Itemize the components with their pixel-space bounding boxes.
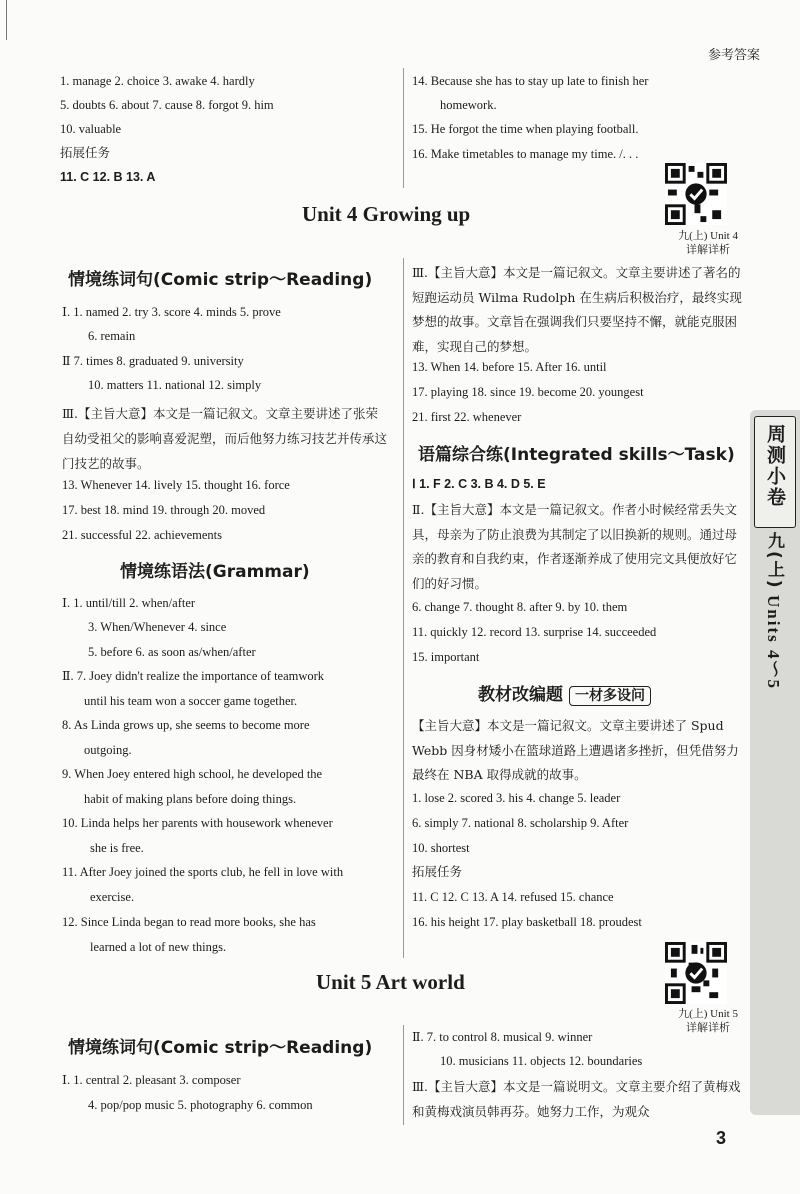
unit4-integrated-answers-2: 11. quickly 12. record 13. surprise 14. succeeded — [412, 625, 657, 639]
unit4-right-answers-2: 17. playing 18. since 19. become 20. youngest — [412, 385, 644, 399]
unit4-grammar-s8-a: 8. As Linda grows up, she seems to become more — [62, 718, 310, 732]
unit4-reading-iii-summary: Ⅲ.【主旨大意】本文是一篇记叙文。文章主要讲述了张荣自幼受祖父的影响喜爱泥塑，而后他努力练习技艺并传承这门技艺的故事。 — [62, 406, 388, 471]
unit5-right-ii-line-1: Ⅱ. 7. to control 8. musical 9. winner — [412, 1030, 593, 1044]
unit4-textbook-heading-text: 教材改编题 — [478, 685, 563, 705]
unit4-textbook-answers-3: 10. shortest — [412, 841, 470, 855]
unit4-qr-caption-2: 详解详析 — [686, 244, 730, 256]
unit4-grammar-i-line-3: 5. before 6. as soon as/when/after — [88, 645, 256, 659]
unit4-grammar-s7-b: until his team won a soccer game together. — [84, 694, 298, 708]
unit4-title: Unit 4 Growing up — [302, 202, 471, 226]
unit4-reading-ii-line-2: 10. matters 11. national 12. simply — [88, 378, 262, 392]
unit4-grammar-s10-b: she is free. — [90, 841, 144, 855]
unit4-right-iii-summary: Ⅲ.【主旨大意】本文是一篇记叙文。文章主要讲述了著名的短跑运动员 Wilma Rudolph 在生病后积极治疗，最终实现梦想的故事。文章旨在强调我们只要坚持不懈，就能克服困难，实现自己的梦想。 — [412, 265, 742, 354]
unit5-qr-code-icon[interactable] — [665, 942, 727, 1004]
unit4-integrated-i: Ⅰ 1. F 2. C 3. B 4. D 5. E — [412, 477, 546, 491]
unit4-grammar-s11-b: exercise. — [90, 890, 135, 904]
unit4-textbook-extension-label: 拓展任务 — [412, 864, 463, 879]
unit4-grammar-s9-b: habit of making plans before doing things. — [84, 792, 297, 806]
unit4-qr-caption-1: 九(上) Unit 4 — [678, 230, 738, 242]
unit4-grammar-heading: 情境练语法(Grammar) — [120, 562, 310, 582]
unit5-reading-heading: 情境练词句(Comic strip～Reading) — [68, 1038, 373, 1058]
unit5-reading-i-line-2: 4. pop/pop music 5. photography 6. common — [88, 1098, 313, 1112]
side-tab-grade: 九(上) — [764, 532, 784, 590]
unit5-reading-i-line-1: Ⅰ. 1. central 2. pleasant 3. composer — [62, 1073, 241, 1087]
unit5-right-ii-line-2: 10. musicians 11. objects 12. boundaries — [440, 1054, 643, 1068]
side-tab-title: 周测小卷 — [764, 424, 786, 508]
top-right-line-1b: homework. — [440, 98, 497, 112]
unit4-textbook-answers-2: 6. simply 7. national 8. scholarship 9. After — [412, 816, 629, 830]
unit4-right-answers-1: 13. When 14. before 15. After 16. until — [412, 360, 607, 374]
top-right-line-3: 16. Make timetables to manage my time. /. . . — [412, 147, 639, 161]
header-ref-answers: 参考答案 — [707, 48, 760, 63]
top-right-line-1: 14. Because she has to stay up late to finish her — [412, 74, 649, 88]
unit4-grammar-s12-b: learned a lot of new things. — [90, 940, 227, 954]
unit4-textbook-answers-1: 1. lose 2. scored 3. his 4. change 5. leader — [412, 791, 621, 805]
unit5-title: Unit 5 Art world — [316, 970, 465, 994]
unit4-grammar-s9-a: 9. When Joey entered high school, he developed the — [62, 767, 323, 781]
unit4-integrated-ii-summary: Ⅱ.【主旨大意】本文是一篇记叙文。作者小时候经常丢失文具，母亲为了防止浪费为其制定了以旧换新的规则。通过母亲的教育和自我约束，作者逐渐养成了使用完文具便放好它们的好习惯。 — [412, 502, 738, 591]
page-number: 3 — [716, 1128, 727, 1148]
unit4-grammar-s12-a: 12. Since Linda began to read more books, she has — [62, 915, 316, 929]
column-divider-top — [403, 68, 404, 188]
top-left-line-4: 11. C 12. B 13. A — [60, 170, 156, 184]
unit4-integrated-answers-3: 15. important — [412, 650, 480, 664]
unit5-qr-caption-1: 九(上) Unit 5 — [678, 1008, 738, 1020]
top-left-line-3: 10. valuable — [60, 122, 122, 136]
side-tab-units: Units 4～5 — [764, 595, 783, 690]
unit4-integrated-answers-1: 6. change 7. thought 8. after 9. by 10. them — [412, 600, 628, 614]
column-divider-bottom — [403, 1025, 404, 1125]
unit4-reading-answers-1: 13. Whenever 14. lively 15. thought 16. force — [62, 478, 290, 492]
unit4-grammar-i-line-2: 3. When/Whenever 4. since — [88, 620, 227, 634]
unit4-qr-code-icon[interactable] — [665, 163, 727, 225]
unit4-right-answers-3: 21. first 22. whenever — [412, 410, 522, 424]
unit4-grammar-s10-a: 10. Linda helps her parents with housework whenever — [62, 816, 333, 830]
unit4-textbook-summary: 【主旨大意】本文是一篇记叙文。文章主要讲述了 Spud Webb 因身材矮小在篮球道路上遭遇诸多挫折，但凭借努力最终在 NBA 取得成就的故事。 — [412, 718, 739, 782]
top-right-line-2: 15. He forgot the time when playing football. — [412, 122, 639, 136]
unit4-textbook-heading — [478, 680, 651, 706]
unit4-textbook-badge: 一材多设问 — [569, 686, 651, 706]
unit4-reading-i-line-2: 6. remain — [88, 329, 136, 343]
unit4-textbook-answers-5: 16. his height 17. play basketball 18. proudest — [412, 915, 642, 929]
unit5-right-iii-summary: Ⅲ.【主旨大意】本文是一篇说明文。文章主要介绍了黄梅戏和黄梅戏演员韩再芬。她努力工作，为观众 — [412, 1079, 741, 1119]
top-left-line-1: 1. manage 2. choice 3. awake 4. hardly — [60, 74, 255, 88]
page-edge-line — [6, 0, 7, 40]
unit5-qr-caption-2: 详解详析 — [686, 1022, 730, 1034]
unit4-reading-answers-2: 17. best 18. mind 19. through 20. moved — [62, 503, 266, 517]
top-left-extension-label: 拓展任务 — [60, 145, 111, 160]
unit4-textbook-answers-4: 11. C 12. C 13. A 14. refused 15. chance — [412, 890, 614, 904]
unit4-grammar-s11-a: 11. After Joey joined the sports club, he fell in love with — [62, 865, 344, 879]
unit4-grammar-i-line-1: Ⅰ. 1. until/till 2. when/after — [62, 596, 196, 610]
unit4-reading-heading: 情境练词句(Comic strip～Reading) — [68, 270, 373, 290]
top-left-line-2: 5. doubts 6. about 7. cause 8. forgot 9. him — [60, 98, 274, 112]
unit4-reading-i-line-1: Ⅰ. 1. named 2. try 3. score 4. minds 5. prove — [62, 305, 281, 319]
unit4-grammar-s7-a: Ⅱ. 7. Joey didn't realize the importance of teamwork — [62, 669, 325, 683]
unit4-integrated-heading: 语篇综合练(Integrated skills～Task) — [418, 445, 735, 465]
unit4-reading-answers-3: 21. successful 22. achievements — [62, 528, 223, 542]
column-divider-mid — [403, 258, 404, 958]
unit4-reading-ii-line-1: Ⅱ 7. times 8. graduated 9. university — [62, 354, 244, 368]
unit4-grammar-s8-b: outgoing. — [84, 743, 132, 757]
